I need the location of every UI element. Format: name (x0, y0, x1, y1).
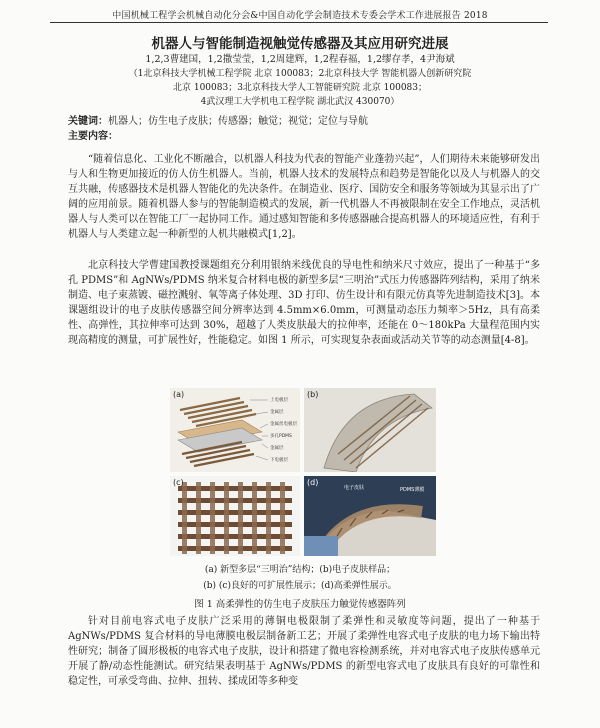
figure-panel-b (304, 388, 436, 472)
figure-panel-c (170, 476, 300, 556)
layer-label: 上电极层 (270, 398, 288, 403)
layer-label: 金属层 (270, 410, 284, 415)
figure-panel-d (304, 476, 436, 556)
panel-d-label: PDMS薄膜 (400, 487, 425, 493)
skin-sample-photo (304, 388, 436, 472)
layer-label: 下电极层 (270, 458, 288, 463)
paper-title: 机器人与智能制造视触觉传感器及其应用研究进展 (151, 36, 449, 52)
body-paragraph-3 (68, 614, 540, 689)
panel-c-tag: (c) (173, 478, 184, 487)
electrode-grid-photo (170, 476, 300, 556)
panel-b-tag: (b) (307, 390, 319, 399)
affiliation-line-2: 北京 100083；3北京科技大学人工智能研究院 北京 100083； (172, 83, 428, 93)
figure-subcaption-2: (b) (c)良好的可扩展性展示；(d)高柔弹性展示。 (203, 581, 397, 591)
paragraph-text: “随着信息化、工业化不断融合，以机器人科技为代表的智能产业蓬勃兴起”，人们期待未来能够研发出与人和生物更加接近的仿人仿生机器人。当前，机器人技术的发展特点和趋势是智能化以及人与机器人的交互共融，传感器技术是机器人智能化的先决条件。在制造业、医疗、国防安全和服务等领域为其显示出了广阔的应用前景。随着机器人参与的智能制造模式的发展，新一代机器人不再被限制在安全工作地点，灵活机器人与人类可以在智能工厂一起协同工作。通过感知智能和多传感器融合提高机器人的环境适应性，有利于机器人与人类建立起一种新型的人机共融模式[1,2]。 (68, 154, 540, 241)
figure-caption: 图 1 高柔弹性的仿生电子皮肤压力触觉传感器阵列 (194, 599, 406, 610)
affiliation-line-1: （1北京科技大学机械工程学院 北京 100083；2北京科技大学 智能机器人创新研究院 (128, 69, 472, 79)
body-paragraph-2 (68, 258, 540, 349)
header-rule (50, 22, 548, 23)
keywords-label: 关键词： (68, 116, 108, 127)
layer-label: 金属丝电极层 (270, 422, 297, 427)
paragraph-text: 北京科技大学曹建国教授课题组充分利用银纳米线优良的导电性和纳米尺寸效应，提出了一种基于“多孔 PDMS”和 AgNWs/PDMS 纳米复合材料电极的新型多层“三明治”式压力传感器阵列结构，采用了纳米制造、电子束蒸镀、磁控溅射、氧等离子体处理、3D 打印、仿生设计和有限元仿真等先进制造技术[3]。本课题组设计的电子皮肤传感器空间分辨率达到 4.5mm×6.0mm，可测量动态压力频率＞5Hz，具有高柔性、高弹性，其拉伸率可达到 30%，超越了人类皮肤最大的拉伸率，还能在 0～180kPa 大量程范围内实现高精度的测量，可扩展性好，性能稳定。如图 1 所示，可实现复杂表面或活动关节等的动态测量[4-8]。 (68, 260, 540, 347)
affiliation-line-3: 4武汉理工大学机电工程学院 湖北武汉 430070） (200, 97, 400, 107)
panel-d-label: 电子皮肤 (344, 485, 365, 491)
figure-panel-a (170, 388, 300, 472)
figure-subcaption-1: (a) 新型多层“三明治”结构；(b)电子皮肤样品； (204, 565, 396, 575)
author-list: 1,2,3曹建国，1,2撒莹莹，1,2周建辉，1,2程春福，1,2缪存孝，4尹海斌 (145, 54, 455, 65)
body-paragraph-1 (68, 152, 540, 243)
paragraph-text: 针对目前电容式电子皮肤广泛采用的薄铜电极限制了柔弹性和灵敏度等问题，提出了一种基于 AgNWs/PDMS 复合材料的导电薄膜电极层制备新工艺；开展了柔弹性电容式电子皮肤的电力场下输出特性研究；制备了圆形极板的电容式电子皮肤，设计和搭建了微电容检测系统，并对电容式电子皮肤传感单元开展了静/动态性能测试。研究结果表明基于 AgNWs/PDMS 的新型电容式电了皮肤具有良好的可靠性和稳定性，可承受弯曲、拉伸、扭转、揉成团等多种变 (68, 616, 540, 688)
main-content-heading: 主要内容： (68, 131, 118, 142)
panel-d-tag: (d) (307, 478, 319, 487)
layer-label: 金属层 (270, 446, 284, 451)
figure-1 (170, 388, 436, 556)
keywords-text: 机器人；仿生电子皮肤；传感器；触觉；视觉；定位与导航 (108, 116, 368, 127)
keywords-line (68, 112, 368, 127)
layer-label: 多孔PDMS (270, 434, 292, 439)
running-head: 中国机械工程学会机械自动化分会&中国自动化学会制造技术专委会学术工作进展报告 2018 (112, 11, 488, 21)
panel-a-tag: (a) (173, 390, 185, 399)
